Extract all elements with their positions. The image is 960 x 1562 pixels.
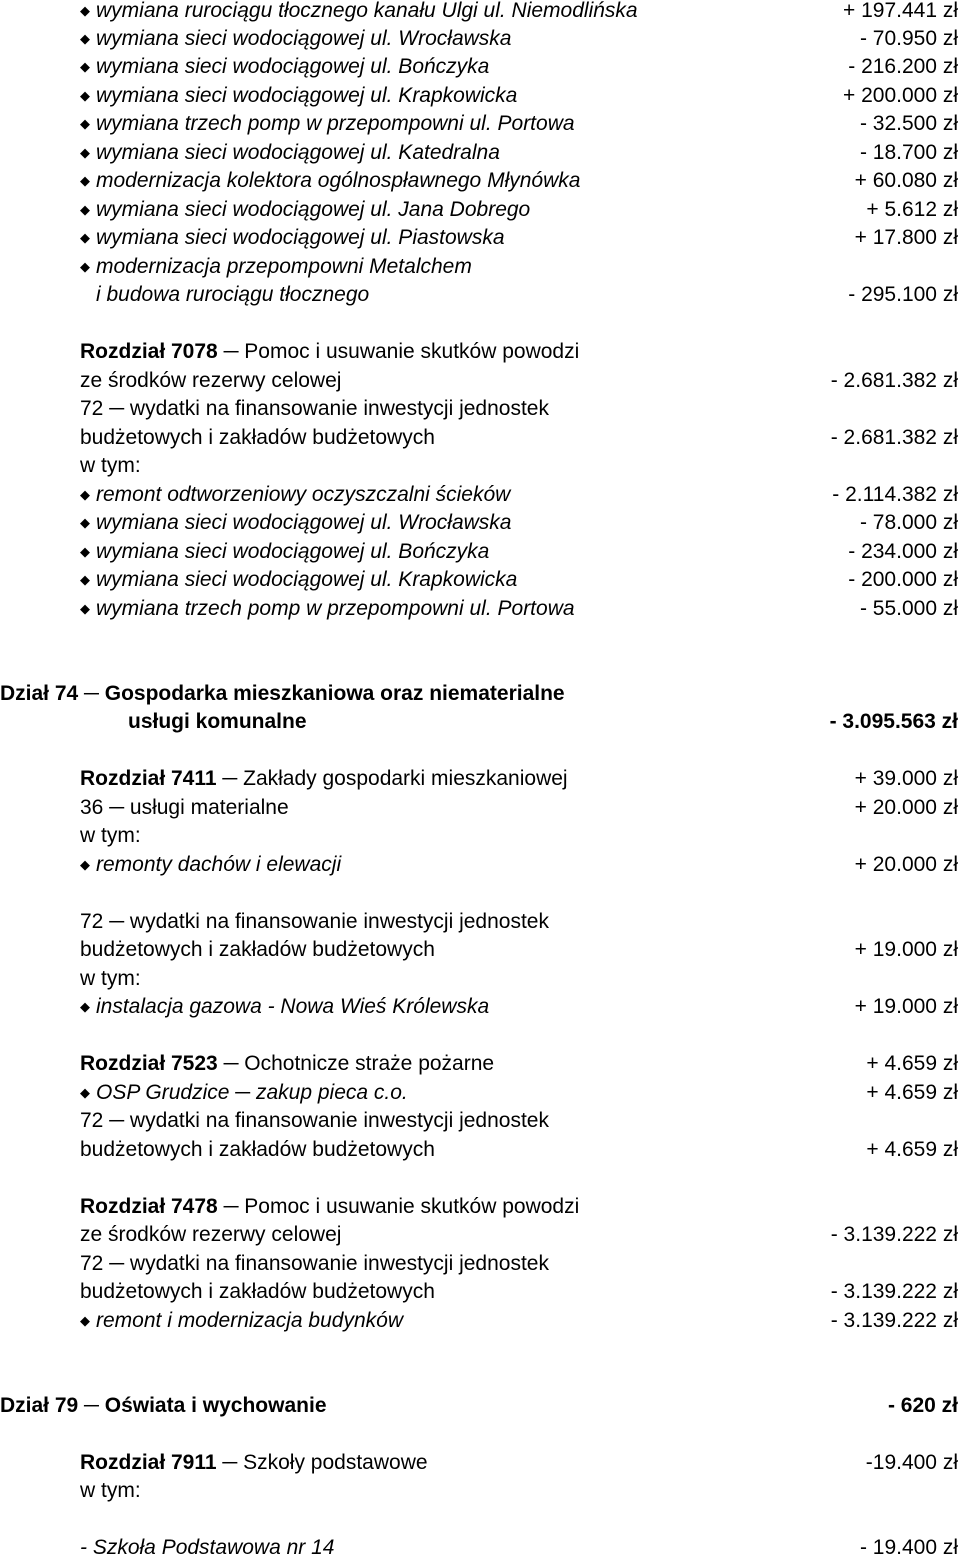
row-text: remont i modernizacja budynków — [96, 1309, 403, 1332]
row-label — [80, 452, 141, 480]
row-text: Dział 74 ─ Gospodarka mieszkaniowa oraz niematerialne — [0, 682, 565, 705]
document-row — [0, 1193, 958, 1221]
row-text: w tym: — [80, 824, 141, 847]
row-text: budżetowych i zakładów budżetowych — [80, 426, 435, 449]
row-text: budżetowych i zakładów budżetowych — [80, 938, 435, 961]
row-amount: - 70.950 zł — [859, 27, 958, 50]
row-amount: + 20.000 zł — [854, 853, 958, 876]
row-text: 36 ─ usługi materialne — [80, 796, 289, 819]
row-label — [80, 395, 549, 423]
row-amount: - 55.000 zł — [859, 597, 958, 620]
row-text: wymiana sieci wodociągowej ul. Piastowska — [96, 226, 505, 249]
document-row — [0, 993, 958, 1021]
row-amount: -19.400 zł — [865, 1451, 958, 1474]
row-label — [80, 965, 141, 993]
row-text: 72 ─ wydatki na finansowanie inwestycji jednostek — [80, 1109, 549, 1132]
row-label — [80, 595, 575, 625]
row-label — [80, 936, 435, 964]
row-amount: + 60.080 zł — [854, 169, 958, 192]
row-text: remonty dachów i elewacji — [96, 853, 342, 876]
section-code: Rozdział 7478 — [80, 1195, 218, 1218]
document-row — [0, 338, 958, 366]
row-label — [0, 680, 565, 708]
row-label — [80, 794, 289, 822]
document-row — [0, 224, 958, 252]
bullet-diamond-icon: ◆ — [80, 88, 90, 103]
row-text: wymiana sieci wodociągowej ul. Krapkowicka — [96, 568, 518, 591]
document-row — [0, 1136, 958, 1164]
row-text: wymiana sieci wodociągowej ul. Krapkowicka — [96, 84, 518, 107]
document-row — [0, 794, 958, 822]
row-label — [80, 1193, 579, 1221]
row-amount: - 2.681.382 zł — [830, 426, 958, 449]
row-label — [80, 993, 489, 1023]
document-row — [0, 167, 958, 195]
row-text: wymiana sieci wodociągowej ul. Wrocławska — [96, 511, 512, 534]
row-label — [80, 167, 580, 197]
bullet-diamond-icon: ◆ — [80, 230, 90, 245]
document-row — [0, 367, 958, 395]
document-row — [0, 139, 958, 167]
row-amount: + 20.000 zł — [854, 796, 958, 819]
document-row — [0, 1079, 958, 1107]
row-text: i budowa rurociągu tłocznego — [96, 283, 370, 306]
bullet-diamond-icon: ◆ — [80, 145, 90, 160]
row-text: w tym: — [80, 454, 141, 477]
row-text: OSP Grudzice ─ zakup pieca c.o. — [96, 1081, 408, 1104]
row-label — [80, 338, 579, 366]
row-label — [80, 1050, 494, 1078]
document-row — [0, 82, 958, 110]
row-text: wymiana sieci wodociągowej ul. Wrocławska — [96, 27, 512, 50]
row-amount: - 3.139.222 zł — [830, 1309, 958, 1332]
row-amount: - 18.700 zł — [859, 141, 958, 164]
row-amount: + 200.000 zł — [842, 84, 958, 107]
document-row — [0, 452, 958, 480]
row-text: wymiana sieci wodociągowej ul. Katedralna — [96, 141, 500, 164]
document-row — [0, 1221, 958, 1249]
bullet-diamond-icon: ◆ — [80, 173, 90, 188]
row-label — [0, 1392, 327, 1420]
row-amount: - 234.000 zł — [848, 540, 958, 563]
row-label — [80, 566, 517, 596]
row-text: 72 ─ wydatki na finansowanie inwestycji jednostek — [80, 1252, 549, 1275]
row-amount: - 32.500 zł — [859, 112, 958, 135]
document-row — [0, 566, 958, 594]
bullet-diamond-icon: ◆ — [80, 202, 90, 217]
document-row — [0, 1250, 958, 1278]
section-code: Rozdział 7411 — [80, 767, 217, 790]
bullet-diamond-icon: ◆ — [80, 116, 90, 131]
row-amount: + 17.800 zł — [854, 226, 958, 249]
section-code: Rozdział 7078 — [80, 340, 218, 363]
bullet-diamond-icon: ◆ — [80, 999, 90, 1014]
row-amount: + 4.659 zł — [866, 1081, 958, 1104]
row-label — [80, 1221, 341, 1249]
document-row — [0, 481, 958, 509]
row-label — [80, 110, 575, 140]
row-text: remont odtworzeniowy oczyszczalni ścieków — [96, 483, 511, 506]
document-row — [0, 395, 958, 423]
row-label — [80, 538, 489, 568]
row-label — [80, 1107, 549, 1135]
row-label — [80, 908, 549, 936]
document-row — [0, 936, 958, 964]
row-text: budżetowych i zakładów budżetowych — [80, 1280, 435, 1303]
row-label — [80, 1477, 141, 1505]
row-label — [80, 0, 638, 27]
bullet-diamond-icon: ◆ — [80, 544, 90, 559]
row-label — [80, 196, 530, 226]
bullet-diamond-icon: ◆ — [80, 857, 90, 872]
bullet-diamond-icon: ◆ — [80, 1313, 90, 1328]
row-amount: - 3.095.563 zł — [829, 710, 958, 733]
bullet-diamond-icon: ◆ — [80, 601, 90, 616]
row-text: wymiana trzech pomp w przepompowni ul. Portowa — [96, 597, 575, 620]
row-label — [80, 424, 435, 452]
document-row — [0, 1392, 958, 1420]
section-code: Rozdział 7911 — [80, 1451, 217, 1474]
row-amount: - 216.200 zł — [848, 55, 958, 78]
row-text: budżetowych i zakładów budżetowych — [80, 1138, 435, 1161]
document-row — [0, 281, 958, 309]
document-row — [0, 424, 958, 452]
row-label — [80, 1278, 435, 1306]
row-text: ze środków rezerwy celowej — [80, 1223, 342, 1246]
document-row — [0, 595, 958, 623]
row-amount: + 19.000 zł — [854, 938, 958, 961]
row-label — [80, 224, 505, 254]
document-row — [0, 25, 958, 53]
row-label — [80, 1250, 549, 1278]
row-amount: - 2.114.382 zł — [832, 483, 958, 506]
row-label — [80, 367, 341, 395]
row-amount: + 4.659 zł — [866, 1052, 958, 1075]
row-amount: - 3.139.222 zł — [830, 1280, 958, 1303]
row-amount: + 39.000 zł — [854, 767, 958, 790]
row-amount: - 19.400 zł — [859, 1536, 958, 1559]
row-label — [80, 851, 341, 881]
row-text: - Szkoła Podstawowa nr 14 — [80, 1536, 335, 1559]
row-text: instalacja gazowa - Nowa Wieś Królewska — [96, 995, 490, 1018]
row-text: ─ Pomoc i usuwanie skutków powodzi — [217, 1195, 580, 1218]
row-label — [80, 1534, 334, 1562]
row-text: modernizacja przepompowni Metalchem — [96, 255, 472, 278]
row-label — [80, 25, 512, 55]
row-label — [80, 1136, 435, 1164]
row-amount: + 4.659 zł — [866, 1138, 958, 1161]
document-row — [0, 708, 958, 736]
row-amount: - 3.139.222 zł — [830, 1223, 958, 1246]
row-text: usługi komunalne — [128, 710, 307, 733]
document-row — [0, 765, 958, 793]
bullet-diamond-icon: ◆ — [80, 1085, 90, 1100]
row-label — [80, 509, 512, 539]
document-row — [0, 965, 958, 993]
document-row — [0, 196, 958, 224]
row-text: ─ Zakłady gospodarki mieszkaniowej — [216, 767, 568, 790]
document-row — [0, 1107, 958, 1135]
row-text: Dział 79 ─ Oświata i wychowanie — [0, 1394, 327, 1417]
bullet-diamond-icon: ◆ — [80, 515, 90, 530]
document-row — [0, 1449, 958, 1477]
row-label — [80, 481, 510, 511]
row-amount: + 5.612 zł — [866, 198, 958, 221]
bullet-diamond-icon: ◆ — [80, 572, 90, 587]
row-amount: - 620 zł — [887, 1394, 958, 1417]
row-text: wymiana sieci wodociągowej ul. Jana Dobrego — [96, 198, 531, 221]
bullet-diamond-icon: ◆ — [80, 59, 90, 74]
row-label — [80, 1449, 428, 1477]
row-text: w tym: — [80, 1479, 141, 1502]
row-amount: - 200.000 zł — [848, 568, 958, 591]
bullet-diamond-icon: ◆ — [80, 31, 90, 46]
document-row — [0, 851, 958, 879]
row-label — [80, 82, 517, 112]
document-row — [0, 509, 958, 537]
row-text: ze środków rezerwy celowej — [80, 369, 342, 392]
row-amount: + 197.441 zł — [842, 0, 958, 22]
document-row — [0, 1278, 958, 1306]
document-row — [0, 680, 958, 708]
row-amount: - 78.000 zł — [859, 511, 958, 534]
row-amount: - 2.681.382 zł — [830, 369, 958, 392]
row-label — [80, 1079, 408, 1109]
document-row — [0, 1477, 958, 1505]
row-label — [96, 281, 369, 309]
row-label — [80, 139, 500, 169]
row-text: wymiana sieci wodociągowej ul. Bończyka — [96, 55, 490, 78]
document-row — [0, 110, 958, 138]
bullet-diamond-icon: ◆ — [80, 3, 90, 18]
row-text: modernizacja kolektora ogólnospławnego Młynówka — [96, 169, 581, 192]
document-row — [0, 1050, 958, 1078]
document-row — [0, 822, 958, 850]
row-text: wymiana trzech pomp w przepompowni ul. Portowa — [96, 112, 575, 135]
row-label — [80, 253, 472, 283]
section-code: Rozdział 7523 — [80, 1052, 218, 1075]
row-text: wymiana rurociągu tłocznego kanału Ulgi ul. Niemodlińska — [96, 0, 638, 22]
row-label — [80, 1307, 403, 1337]
row-text: 72 ─ wydatki na finansowanie inwestycji jednostek — [80, 397, 549, 420]
row-text: 72 ─ wydatki na finansowanie inwestycji jednostek — [80, 910, 549, 933]
row-label — [128, 708, 307, 736]
document-row — [0, 53, 958, 81]
row-label — [80, 765, 568, 793]
row-text: w tym: — [80, 967, 141, 990]
row-text: ─ Ochotnicze straże pożarne — [217, 1052, 495, 1075]
bullet-diamond-icon: ◆ — [80, 259, 90, 274]
row-text: wymiana sieci wodociągowej ul. Bończyka — [96, 540, 490, 563]
row-text: ─ Pomoc i usuwanie skutków powodzi — [217, 340, 580, 363]
document-row — [0, 253, 958, 281]
document-row — [0, 1534, 958, 1562]
row-label — [80, 822, 141, 850]
row-amount: + 19.000 zł — [854, 995, 958, 1018]
document-row — [0, 538, 958, 566]
document-row — [0, 0, 958, 25]
row-amount: - 295.100 zł — [848, 283, 958, 306]
document-row — [0, 908, 958, 936]
bullet-diamond-icon: ◆ — [80, 487, 90, 502]
row-label — [80, 53, 489, 83]
document-row — [0, 1307, 958, 1335]
row-text: ─ Szkoły podstawowe — [216, 1451, 428, 1474]
